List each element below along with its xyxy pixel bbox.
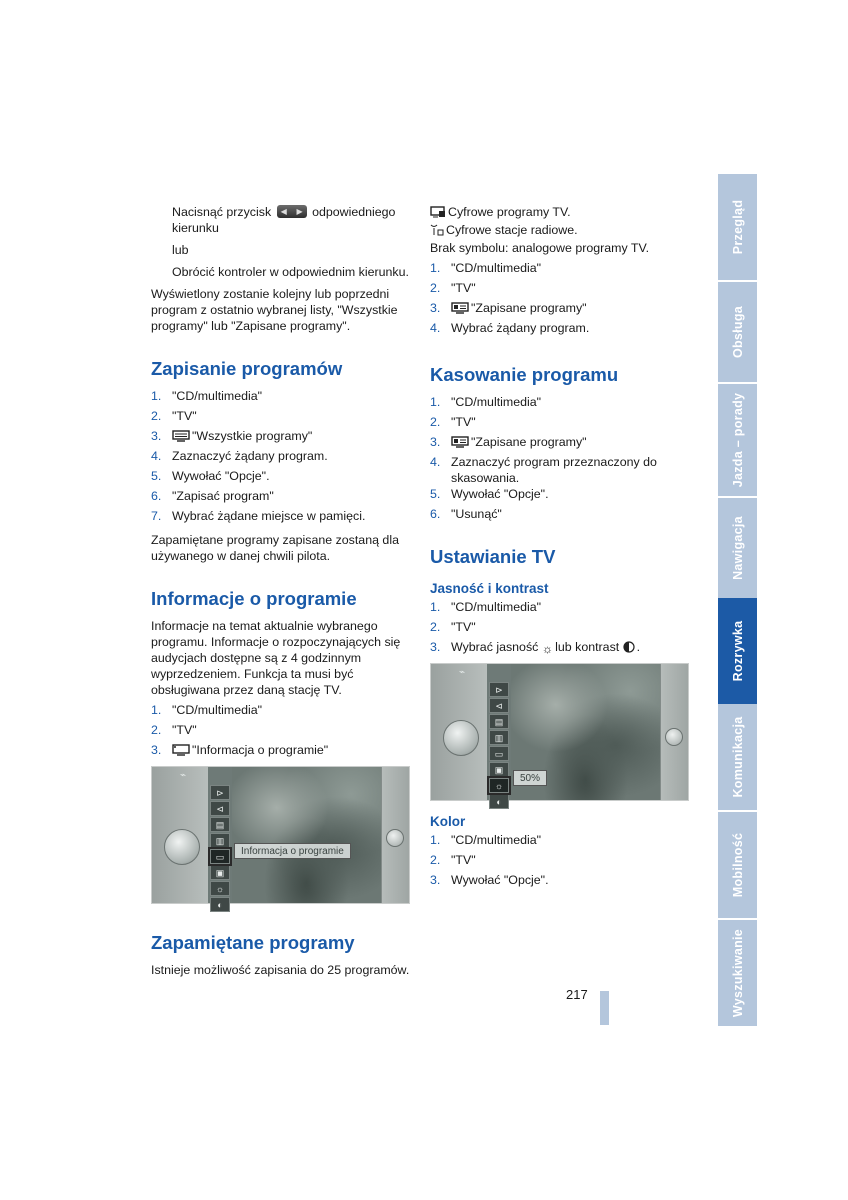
right-column: [430, 204, 692, 896]
list-item: 1. "CD/multimedia": [430, 395, 542, 409]
tab-jazda-porady[interactable]: Jazda – porady: [730, 392, 745, 488]
stored-icon: ▤: [210, 817, 230, 832]
intro-press-after: odpowiedniego kierunku: [172, 205, 396, 235]
delete-steps: [430, 394, 692, 526]
intro-or: lub: [172, 243, 189, 257]
list-item: 3. "Zapisane programy": [430, 434, 692, 454]
tab-nawigacja[interactable]: Nawigacja: [730, 516, 745, 580]
arrow-buttons-icon: ◀ ▶: [277, 205, 307, 218]
all-programs-icon: [172, 430, 190, 446]
tab-przeglad[interactable]: Przegląd: [730, 199, 745, 255]
section-title-info: Informacje o programie: [151, 588, 357, 609]
save-icon: ▣: [489, 762, 509, 777]
program-info-icon: [172, 744, 190, 760]
brightness-icon: ☼: [541, 642, 554, 656]
right-scrollbar: [660, 664, 688, 800]
side-menu: [489, 682, 509, 810]
info-steps: [151, 702, 413, 762]
intro-press: [151, 204, 413, 236]
list-item: 6. "Zapisać program": [151, 489, 274, 503]
list-item: 1. "CD/multimedia": [430, 600, 542, 614]
brightness-icon: ☼: [210, 881, 230, 896]
screenshot-program-info: [151, 766, 410, 910]
stored-steps: [430, 260, 692, 340]
brightness-steps: [430, 599, 692, 659]
color-steps: [430, 832, 692, 892]
symbol-digital-radio: Cyfrowe stacje radiowe.: [430, 222, 692, 240]
list-item: 3. Wybrać jasność ☼ lub kontrast .: [430, 640, 641, 656]
screenshot-brightness: [430, 663, 689, 807]
list-item: 1. "CD/multimedia": [151, 703, 263, 717]
subsection-brightness: Jasność i kontrast: [430, 581, 549, 596]
tv-mode-icon: ⌁: [459, 667, 466, 678]
list-item: 3. "Wszystkie programy": [151, 428, 413, 448]
right-knob-icon: [386, 829, 404, 847]
intro-turn: Obrócić kontroler w odpowiednim kierunku.: [172, 265, 409, 279]
brightness-icon: ☼: [489, 778, 509, 793]
prev-icon: ⊲: [489, 698, 509, 713]
list-item: 7. Wybrać żądane miejsce w pamięci.: [151, 509, 366, 523]
list-item: 3. "Informacja o programie": [151, 742, 413, 762]
intro-result: Wyświetlony zostanie kolejny lub poprzedni program z ostatnio wybranej listy, "Wszystkie programy" lub "Zapisane programy".: [151, 287, 398, 333]
digital-tv-icon: [430, 206, 446, 222]
contrast-icon: ◐: [210, 897, 230, 912]
symbol-digital-tv: Cyfrowe programy TV.: [430, 204, 692, 222]
info-label: Informacja o programie: [234, 843, 351, 859]
digital-radio-icon: [430, 224, 444, 240]
tab-wyszukiwanie[interactable]: Wyszukiwanie: [730, 928, 745, 1018]
right-scrollbar: [381, 767, 409, 903]
intro-press-before: Nacisnąć przycisk: [172, 205, 272, 219]
section-title-stored: Zapamiętane programy: [151, 932, 355, 953]
list-item: 5. Wywołać "Opcje".: [151, 469, 270, 483]
list-item: 1. "CD/multimedia": [151, 389, 263, 403]
list-item: 2. "TV": [430, 415, 476, 429]
tv-mode-icon: ⌁: [180, 770, 187, 781]
list-item: 1. "CD/multimedia": [430, 261, 542, 275]
next-icon: ⊳: [210, 785, 230, 800]
list-item: 2. "TV": [151, 723, 197, 737]
section-title-delete: Kasowanie programu: [430, 364, 619, 385]
info-menu-icon: ▭: [489, 746, 509, 761]
tab-mobilnosc[interactable]: Mobilność: [730, 832, 745, 898]
right-knob-icon: [665, 728, 683, 746]
stored-programs-icon: [451, 302, 469, 318]
controller-knob-icon: [164, 829, 200, 865]
list-item: 3. Wywołać "Opcje".: [430, 873, 549, 887]
tab-rozrywka[interactable]: Rozrywka: [718, 598, 757, 704]
chapter-tabs: [718, 174, 757, 1026]
symbol-analog: Brak symbolu: analogowe programy TV.: [430, 241, 650, 255]
list-item: 4. Zaznaczyć program przeznaczony do skasowania.: [430, 455, 657, 485]
list-item: 2. "TV": [430, 281, 476, 295]
list-item: 5. Wywołać "Opcje".: [430, 487, 549, 501]
brightness-value: 50%: [513, 770, 547, 786]
page-number-bar: [600, 991, 609, 1025]
section-title-save: Zapisanie programów: [151, 358, 343, 379]
stored-text: Istnieje możliwość zapisania do 25 programów.: [151, 963, 410, 977]
list-item: 4. Wybrać żądany program.: [430, 321, 590, 335]
save-icon: ▣: [210, 865, 230, 880]
save-note: Zapamiętane programy zapisane zostaną dla używanego w danej chwili pilota.: [151, 533, 399, 563]
list-item: 2. "TV": [430, 853, 476, 867]
contrast-icon: [623, 641, 635, 657]
side-menu: [210, 785, 230, 913]
contrast-icon: ◐: [489, 794, 509, 809]
list-icon: ▥: [210, 833, 230, 848]
list-item: 3. "Zapisane programy": [430, 300, 692, 320]
left-column: [151, 204, 413, 982]
list-item: 2. "TV": [430, 620, 476, 634]
section-title-tv: Ustawianie TV: [430, 546, 556, 567]
page-number: 217: [566, 987, 588, 1002]
info-menu-icon: ▭: [210, 849, 230, 864]
subsection-color: Kolor: [430, 814, 466, 829]
stored-programs-icon: [451, 436, 469, 452]
next-icon: ⊳: [489, 682, 509, 697]
prev-icon: ⊲: [210, 801, 230, 816]
tv-picture: [232, 767, 381, 903]
list-item: 1. "CD/multimedia": [430, 833, 542, 847]
list-item: 6. "Usunąć": [430, 507, 502, 521]
stored-icon: ▤: [489, 714, 509, 729]
list-icon: ▥: [489, 730, 509, 745]
tab-obsluga[interactable]: Obsługa: [730, 305, 745, 359]
save-steps: [151, 388, 413, 528]
tab-komunikacja[interactable]: Komunikacja: [730, 716, 745, 798]
info-text: Informacje na temat aktualnie wybranego programu. Informacje o rozpoczynających się audycjach dostępne są z 4 godzinnym wyprzedzeniem. Funkcja ta musi być obsługiwana przez daną stację TV.: [151, 619, 401, 697]
list-item: 2. "TV": [151, 409, 197, 423]
controller-knob-icon: [443, 720, 479, 756]
list-item: 4. Zaznaczyć żądany program.: [151, 449, 328, 463]
